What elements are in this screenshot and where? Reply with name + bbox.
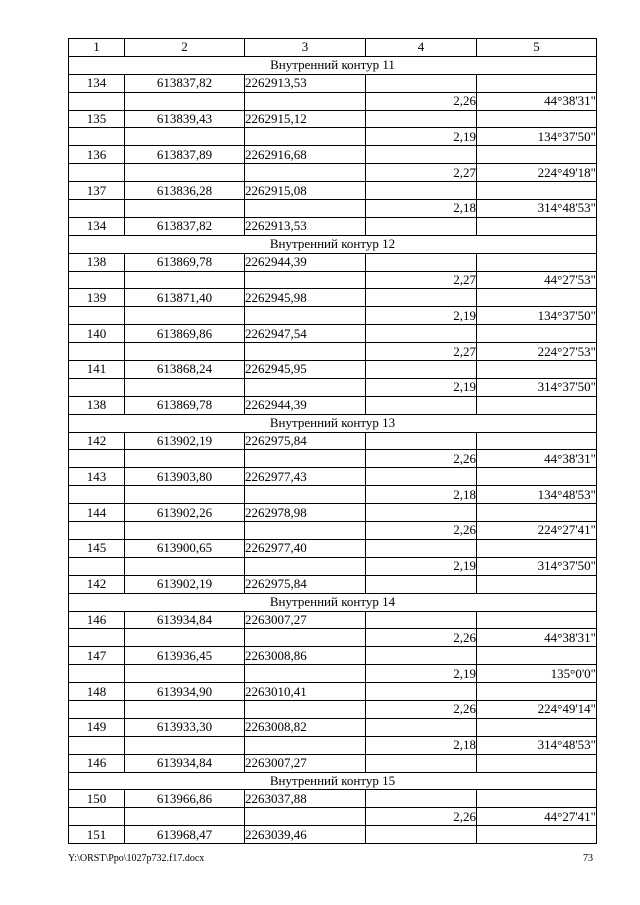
direction-angle-empty — [477, 325, 597, 343]
coordinate-y-empty — [245, 378, 366, 396]
point-number-empty — [69, 736, 125, 754]
point-number-empty — [69, 629, 125, 647]
point-number-empty — [69, 343, 125, 361]
coordinate-x: 613934,84 — [125, 611, 245, 629]
direction-angle: 224°27'53" — [477, 343, 597, 361]
section-title-row — [69, 56, 597, 74]
table-row-point — [69, 683, 597, 701]
direction-angle-empty — [477, 575, 597, 593]
coordinate-y: 2263007,27 — [245, 754, 366, 772]
direction-angle-empty — [477, 504, 597, 522]
coordinate-x: 613934,84 — [125, 754, 245, 772]
point-number-empty — [69, 200, 125, 218]
point-number: 142 — [69, 432, 125, 450]
segment-length-empty — [366, 110, 477, 128]
table-row-point — [69, 182, 597, 200]
segment-length-empty — [366, 182, 477, 200]
direction-angle: 314°37'50" — [477, 557, 597, 575]
segment-length: 2,19 — [366, 307, 477, 325]
direction-angle: 134°48'53" — [477, 486, 597, 504]
direction-angle: 44°38'31" — [477, 450, 597, 468]
coordinate-y-empty — [245, 665, 366, 683]
table-row-segment — [69, 736, 597, 754]
coordinate-y-empty — [245, 522, 366, 540]
section-title: Внутренний контур 15 — [69, 772, 597, 790]
table-row-point — [69, 790, 597, 808]
segment-length-empty — [366, 718, 477, 736]
segment-length: 2,19 — [366, 665, 477, 683]
coordinates-table-body — [69, 39, 597, 844]
coordinate-y-empty — [245, 307, 366, 325]
coordinate-y: 2263039,46 — [245, 826, 366, 844]
coordinate-y: 2262913,53 — [245, 74, 366, 92]
table-row-point — [69, 325, 597, 343]
direction-angle-empty — [477, 683, 597, 701]
table-row-segment — [69, 92, 597, 110]
direction-angle: 134°37'50" — [477, 128, 597, 146]
direction-angle: 44°38'31" — [477, 629, 597, 647]
direction-angle-empty — [477, 754, 597, 772]
header-cell: 1 — [69, 39, 125, 57]
point-number: 134 — [69, 217, 125, 235]
coordinate-x-empty — [125, 450, 245, 468]
coordinate-x-empty — [125, 665, 245, 683]
coordinate-y-empty — [245, 164, 366, 182]
coordinate-x-empty — [125, 307, 245, 325]
table-row-segment — [69, 629, 597, 647]
segment-length: 2,26 — [366, 808, 477, 826]
point-number-empty — [69, 378, 125, 396]
point-number-empty — [69, 450, 125, 468]
table-row-segment — [69, 808, 597, 826]
section-title-row — [69, 593, 597, 611]
table-row-point — [69, 74, 597, 92]
point-number: 140 — [69, 325, 125, 343]
direction-angle: 135°0'0" — [477, 665, 597, 683]
section-title: Внутренний контур 12 — [69, 235, 597, 253]
direction-angle: 44°27'41" — [477, 808, 597, 826]
table-row-point — [69, 289, 597, 307]
direction-angle-empty — [477, 432, 597, 450]
direction-angle-empty — [477, 182, 597, 200]
table-row-segment — [69, 200, 597, 218]
table-row-point — [69, 611, 597, 629]
footer-page-number: 73 — [583, 853, 593, 864]
coordinate-x: 613902,26 — [125, 504, 245, 522]
coordinate-x: 613902,19 — [125, 432, 245, 450]
point-number-empty — [69, 92, 125, 110]
coordinate-y-empty — [245, 557, 366, 575]
direction-angle-empty — [477, 396, 597, 414]
direction-angle-empty — [477, 718, 597, 736]
point-number: 138 — [69, 253, 125, 271]
table-row-point — [69, 361, 597, 379]
point-number: 147 — [69, 647, 125, 665]
point-number: 136 — [69, 146, 125, 164]
point-number-empty — [69, 700, 125, 718]
direction-angle: 224°49'14" — [477, 700, 597, 718]
direction-angle: 224°49'18" — [477, 164, 597, 182]
coordinate-y-empty — [245, 486, 366, 504]
coordinate-x-empty — [125, 808, 245, 826]
coordinate-x: 613902,19 — [125, 575, 245, 593]
coordinate-x: 613900,65 — [125, 539, 245, 557]
coordinate-x: 613933,30 — [125, 718, 245, 736]
coordinate-y-empty — [245, 200, 366, 218]
direction-angle-empty — [477, 539, 597, 557]
table-row-segment — [69, 164, 597, 182]
point-number: 146 — [69, 611, 125, 629]
coordinate-y: 2262975,84 — [245, 432, 366, 450]
coordinate-y: 2262944,39 — [245, 253, 366, 271]
coordinate-x: 613968,47 — [125, 826, 245, 844]
direction-angle-empty — [477, 361, 597, 379]
point-number-empty — [69, 665, 125, 683]
point-number: 144 — [69, 504, 125, 522]
coordinate-x: 613966,86 — [125, 790, 245, 808]
table-header-row — [69, 39, 597, 57]
table-row-point — [69, 754, 597, 772]
header-cell: 3 — [245, 39, 366, 57]
coordinate-y: 2263010,41 — [245, 683, 366, 701]
coordinates-table — [68, 38, 597, 844]
direction-angle-empty — [477, 110, 597, 128]
direction-angle: 44°27'53" — [477, 271, 597, 289]
table-row-segment — [69, 378, 597, 396]
segment-length-empty — [366, 647, 477, 665]
segment-length-empty — [366, 217, 477, 235]
point-number: 138 — [69, 396, 125, 414]
segment-length: 2,27 — [366, 271, 477, 289]
coordinate-y: 2262975,84 — [245, 575, 366, 593]
segment-length: 2,19 — [366, 378, 477, 396]
footer-file-path: Y:\ORST\Ppo\1027p732.f17.docx — [68, 853, 205, 864]
table-row-point — [69, 575, 597, 593]
coordinate-y: 2262944,39 — [245, 396, 366, 414]
direction-angle-empty — [477, 146, 597, 164]
point-number: 135 — [69, 110, 125, 128]
segment-length-empty — [366, 468, 477, 486]
table-row-point — [69, 146, 597, 164]
segment-length: 2,19 — [366, 557, 477, 575]
point-number: 139 — [69, 289, 125, 307]
coordinate-y: 2263007,27 — [245, 611, 366, 629]
point-number-empty — [69, 128, 125, 146]
direction-angle: 44°38'31" — [477, 92, 597, 110]
table-row-segment — [69, 486, 597, 504]
point-number: 149 — [69, 718, 125, 736]
table-row-point — [69, 718, 597, 736]
segment-length: 2,27 — [366, 343, 477, 361]
segment-length-empty — [366, 253, 477, 271]
coordinate-x-empty — [125, 92, 245, 110]
segment-length: 2,26 — [366, 450, 477, 468]
table-row-segment — [69, 343, 597, 361]
table-row-segment — [69, 450, 597, 468]
point-number: 150 — [69, 790, 125, 808]
section-title: Внутренний контур 11 — [69, 56, 597, 74]
point-number-empty — [69, 271, 125, 289]
point-number: 143 — [69, 468, 125, 486]
coordinate-y: 2263037,88 — [245, 790, 366, 808]
coordinate-x: 613836,28 — [125, 182, 245, 200]
segment-length: 2,26 — [366, 700, 477, 718]
segment-length-empty — [366, 683, 477, 701]
direction-angle: 314°48'53" — [477, 736, 597, 754]
direction-angle: 314°37'50" — [477, 378, 597, 396]
section-title-row — [69, 772, 597, 790]
point-number: 145 — [69, 539, 125, 557]
coordinate-y-empty — [245, 271, 366, 289]
coordinate-x: 613868,24 — [125, 361, 245, 379]
coordinate-x: 613869,78 — [125, 253, 245, 271]
direction-angle-empty — [477, 74, 597, 92]
point-number: 148 — [69, 683, 125, 701]
coordinate-y-empty — [245, 808, 366, 826]
direction-angle-empty — [477, 253, 597, 271]
table-row-segment — [69, 665, 597, 683]
segment-length-empty — [366, 826, 477, 844]
segment-length-empty — [366, 361, 477, 379]
point-number-empty — [69, 557, 125, 575]
table-row-point — [69, 253, 597, 271]
coordinate-x-empty — [125, 486, 245, 504]
segment-length-empty — [366, 325, 477, 343]
coordinate-x-empty — [125, 522, 245, 540]
coordinate-x-empty — [125, 378, 245, 396]
coordinate-y: 2263008,82 — [245, 718, 366, 736]
coordinate-y-empty — [245, 629, 366, 647]
segment-length: 2,26 — [366, 522, 477, 540]
coordinate-x: 613837,82 — [125, 217, 245, 235]
segment-length: 2,27 — [366, 164, 477, 182]
point-number-empty — [69, 307, 125, 325]
header-cell: 2 — [125, 39, 245, 57]
coordinate-y-empty — [245, 736, 366, 754]
coordinate-x-empty — [125, 629, 245, 647]
segment-length: 2,19 — [366, 128, 477, 146]
segment-length-empty — [366, 611, 477, 629]
table-row-point — [69, 432, 597, 450]
point-number-empty — [69, 808, 125, 826]
table-row-segment — [69, 700, 597, 718]
header-cell: 4 — [366, 39, 477, 57]
segment-length: 2,26 — [366, 92, 477, 110]
direction-angle-empty — [477, 790, 597, 808]
coordinate-y: 2262977,40 — [245, 539, 366, 557]
segment-length: 2,26 — [366, 629, 477, 647]
table-row-segment — [69, 557, 597, 575]
coordinate-y: 2262978,98 — [245, 504, 366, 522]
coordinate-y: 2262945,98 — [245, 289, 366, 307]
coordinate-x-empty — [125, 343, 245, 361]
coordinate-x-empty — [125, 164, 245, 182]
direction-angle-empty — [477, 826, 597, 844]
segment-length: 2,18 — [366, 736, 477, 754]
segment-length-empty — [366, 146, 477, 164]
coordinate-y: 2262977,43 — [245, 468, 366, 486]
coordinate-x-empty — [125, 128, 245, 146]
coordinate-x: 613839,43 — [125, 110, 245, 128]
coordinate-x: 613934,90 — [125, 683, 245, 701]
table-row-segment — [69, 307, 597, 325]
segment-length-empty — [366, 432, 477, 450]
table-row-point — [69, 396, 597, 414]
point-number: 137 — [69, 182, 125, 200]
coordinate-y: 2263008,86 — [245, 647, 366, 665]
section-title-row — [69, 235, 597, 253]
point-number: 151 — [69, 826, 125, 844]
coordinate-x-empty — [125, 557, 245, 575]
coordinate-y: 2262913,53 — [245, 217, 366, 235]
segment-length-empty — [366, 575, 477, 593]
coordinate-x: 613869,78 — [125, 396, 245, 414]
coordinate-x: 613869,86 — [125, 325, 245, 343]
coordinate-y-empty — [245, 92, 366, 110]
coordinate-y-empty — [245, 343, 366, 361]
segment-length-empty — [366, 396, 477, 414]
coordinate-y: 2262915,12 — [245, 110, 366, 128]
point-number-empty — [69, 486, 125, 504]
table-row-point — [69, 539, 597, 557]
segment-length-empty — [366, 74, 477, 92]
coordinate-x-empty — [125, 200, 245, 218]
table-row-point — [69, 826, 597, 844]
table-row-point — [69, 504, 597, 522]
coordinate-y: 2262945,95 — [245, 361, 366, 379]
direction-angle: 224°27'41" — [477, 522, 597, 540]
direction-angle: 134°37'50" — [477, 307, 597, 325]
segment-length-empty — [366, 504, 477, 522]
coordinate-x-empty — [125, 271, 245, 289]
segment-length-empty — [366, 289, 477, 307]
segment-length-empty — [366, 539, 477, 557]
table-row-point — [69, 647, 597, 665]
direction-angle: 314°48'53" — [477, 200, 597, 218]
direction-angle-empty — [477, 647, 597, 665]
table-row-point — [69, 217, 597, 235]
direction-angle-empty — [477, 611, 597, 629]
point-number-empty — [69, 164, 125, 182]
section-title-row — [69, 414, 597, 432]
direction-angle-empty — [477, 468, 597, 486]
coordinate-x: 613871,40 — [125, 289, 245, 307]
section-title: Внутренний контур 13 — [69, 414, 597, 432]
segment-length: 2,18 — [366, 486, 477, 504]
coordinate-y: 2262947,54 — [245, 325, 366, 343]
point-number: 142 — [69, 575, 125, 593]
coordinate-x: 613903,80 — [125, 468, 245, 486]
table-row-point — [69, 468, 597, 486]
coordinate-y: 2262916,68 — [245, 146, 366, 164]
coordinate-y-empty — [245, 700, 366, 718]
table-row-point — [69, 110, 597, 128]
coordinate-x-empty — [125, 736, 245, 754]
segment-length-empty — [366, 790, 477, 808]
coordinate-x: 613837,82 — [125, 74, 245, 92]
coordinate-x: 613936,45 — [125, 647, 245, 665]
segment-length: 2,18 — [366, 200, 477, 218]
table-row-segment — [69, 128, 597, 146]
section-title: Внутренний контур 14 — [69, 593, 597, 611]
direction-angle-empty — [477, 289, 597, 307]
header-cell: 5 — [477, 39, 597, 57]
segment-length-empty — [366, 754, 477, 772]
point-number: 141 — [69, 361, 125, 379]
point-number: 134 — [69, 74, 125, 92]
table-row-segment — [69, 271, 597, 289]
coordinate-x: 613837,89 — [125, 146, 245, 164]
direction-angle-empty — [477, 217, 597, 235]
coordinate-y-empty — [245, 450, 366, 468]
point-number-empty — [69, 522, 125, 540]
coordinate-y: 2262915,08 — [245, 182, 366, 200]
point-number: 146 — [69, 754, 125, 772]
coordinate-y-empty — [245, 128, 366, 146]
table-row-segment — [69, 522, 597, 540]
coordinate-x-empty — [125, 700, 245, 718]
